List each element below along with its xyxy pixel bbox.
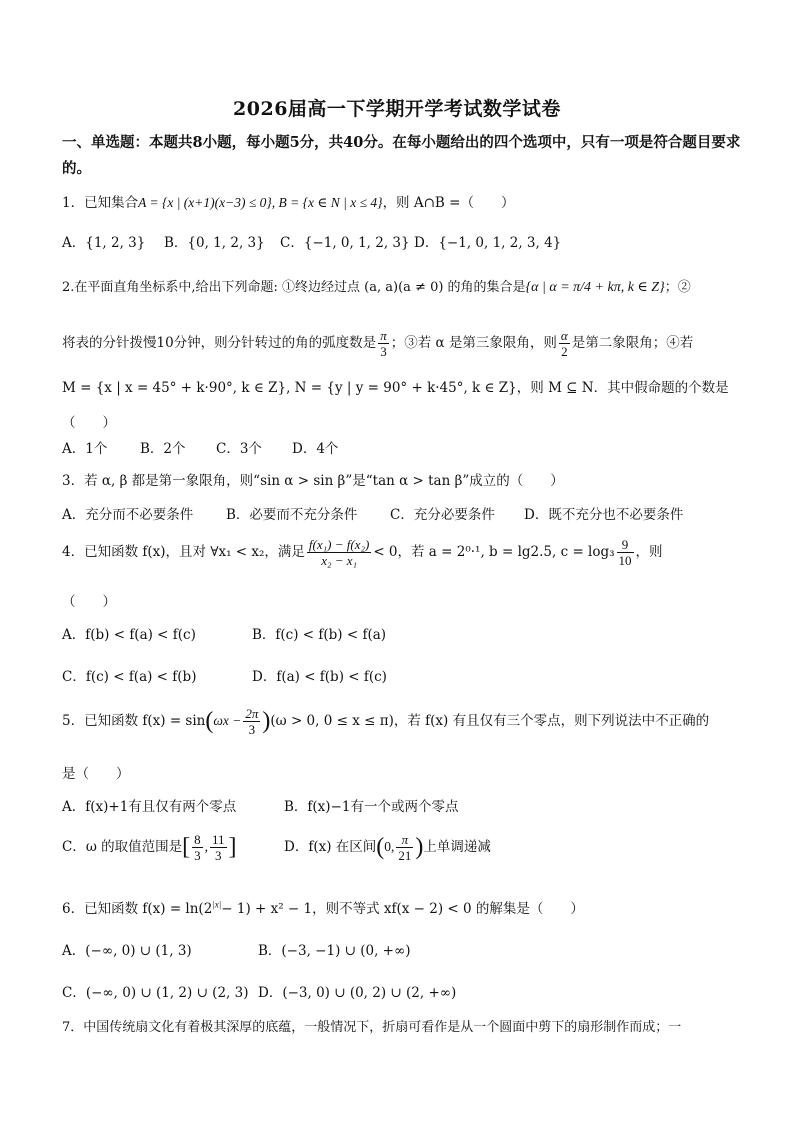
q4-text-b: < 0，若 a = 2⁰·¹, b = lg2.5, c = log₃ <box>373 544 615 560</box>
q4-fraction-9-10: $\frac{9}{10}$ <box>618 537 632 568</box>
q5-option-c: C．ω 的取值范围是[ $\frac{8}{3}$ , $\frac{11}{3}$ ] <box>62 832 237 863</box>
question-2-line-3: M = {x | x = 45° + k·90°, k ∈ Z}, N = {y | y = 90° + k·45°, k ∈ Z}，则 M ⊆ N．其中假命题的个数是 <box>62 380 729 396</box>
q1-suffix: ，则 A∩B =（ ） <box>382 195 515 211</box>
q2-option-c: C．3个 <box>216 441 262 457</box>
question-4-blank: （ ） <box>62 594 116 610</box>
q2-fraction-pi-3: $\frac{\pi}{3}$ <box>380 328 387 359</box>
q5-text-a: 5．已知函数 f(x) = sin <box>62 713 206 729</box>
q6-option-c: C．(−∞, 0) ∪ (1, 2) ∪ (2, 3) <box>62 985 249 1001</box>
question-6-stem: 6．已知函数 $f(x) = \ln(2^{|x|}- 1) + x^2 - 1$，则不等式 xf(x − 2) < 0 的解集是（ ） <box>62 899 584 917</box>
q4-option-a: A．f(b) < f(a) < f(c) <box>62 627 196 643</box>
q6-option-d: D．(−3, 0) ∪ (0, 2) ∪ (2, +∞) <box>258 985 457 1001</box>
page-title: 2026届高一下学期开学考试数学试卷 <box>233 98 561 120</box>
q1-option-a: A．{1, 2, 3} <box>62 235 146 251</box>
q2-option-d: D．4个 <box>292 441 339 457</box>
q4-option-b: B．f(c) < f(b) < f(a) <box>252 627 387 643</box>
q5-fraction-pi-21: $\frac{\pi}{21}$ <box>398 832 412 863</box>
question-5-line-2: 是（ ） <box>62 766 130 782</box>
q3-option-d: D．既不充分也不必要条件 <box>524 507 684 523</box>
question-1-stem <box>62 191 762 211</box>
q4-option-c: C．f(c) < f(a) < f(b) <box>62 669 197 685</box>
q6-option-b: B．(−3, −1) ∪ (0, +∞) <box>258 943 411 959</box>
q5-option-a: A．f(x)+1有且仅有两个零点 <box>62 799 237 815</box>
q2-line2-text: 将表的分针拨慢10分钟，则分针转过的角的弧度数是 <box>62 335 377 351</box>
question-2-blank: （ ） <box>62 415 116 431</box>
q5-inner: ωx − <box>213 713 242 728</box>
q2-line1-text: 2.在平面直角坐标系中,给出下列命题: ①终边经过点 (a, a)(a ≠ 0) 的角的集合是 <box>62 280 526 295</box>
question-2-line-1 <box>62 276 762 296</box>
q3-option-b: B．必要而不充分条件 <box>226 507 358 523</box>
question-4-stem <box>62 537 762 568</box>
q1-option-c: C．{−1, 0, 1, 2, 3} <box>280 235 410 251</box>
q2-line2-end: 是第二象限角；④若 <box>571 335 694 351</box>
q3-option-a: A．充分而不必要条件 <box>62 507 194 523</box>
q2-angle-set: {α | α = π/4 + kπ, k ∈ Z} <box>525 280 665 295</box>
q1-sets: A = {x | (x+1)(x−3) ≤ 0}, B = {x ∈ N | x ≤ 4} <box>138 195 383 210</box>
question-5-stem: 5．已知函数 f(x) = sin(ωx − $\frac{2\pi}{3}$ )(ω > 0, 0 ≤ x ≤ π)，若 f(x) 有且仅有三个零点，则下列说法中不正确的 <box>62 706 710 737</box>
q5-fraction-11-3: $\frac{11}{3}$ <box>212 832 225 863</box>
q6-option-a: A．(−∞, 0) ∪ (1, 3) <box>62 943 192 959</box>
q4-difference-quotient: $\frac{\text{f(x₁) − f(x₂)}}{\text{x₂ − x₁}}$ <box>308 537 370 568</box>
q4-text-c: ，则 <box>635 544 663 560</box>
question-3-stem: 3．若 α, β 都是第一象限角，则“sin α > sin β”是“tan α > tan β”成立的（ ） <box>62 473 564 489</box>
q4-text-a: 4．已知函数 f(x)，且对 ∀x₁ < x₂，满足 <box>62 544 305 560</box>
question-7-stem: 7．中国传统扇文化有着极其深厚的底蕴，一般情况下，折扇可看作是从一个圆面中剪下的扇形制作而成；一 <box>62 1020 682 1035</box>
section-heading: 一、单选题：本题共8小题，每小题5分，共40分。在每小题给出的四个选项中，只有一项是符合题目要求的。 <box>62 134 741 177</box>
q5-text-b: (ω > 0, 0 ≤ x ≤ π)，若 f(x) 有且仅有三个零点，则下列说法中不正确的 <box>270 713 710 729</box>
q5-fraction-8-3: $\frac{8}{3}$ <box>194 832 201 863</box>
q2-option-b: B．2个 <box>140 441 186 457</box>
q2-line2-mid: ；③若 α 是第三象限角，则 <box>390 335 557 351</box>
question-2-line-2 <box>62 328 762 359</box>
q3-option-c: C．充分必要条件 <box>390 507 495 523</box>
q5-fraction-2pi-3: $\frac{2\pi}{3}$ <box>245 706 259 737</box>
q5-option-d: D．f(x) 在区间(0, $\frac{\pi}{21}$ )上单调递减 <box>284 832 491 863</box>
q5-option-b: B．f(x)−1有一个或两个零点 <box>284 799 459 815</box>
q1-option-b: B．{0, 1, 2, 3} <box>164 235 265 251</box>
q1-option-d: D．{−1, 0, 1, 2, 3, 4} <box>414 235 562 251</box>
q2-option-a: A．1个 <box>62 441 108 457</box>
q4-option-d: D．f(a) < f(b) < f(c) <box>252 669 387 685</box>
q2-line1-end: ；② <box>664 280 691 295</box>
q1-prefix: 1．已知集合 <box>62 195 139 211</box>
q2-fraction-alpha-2: $\frac{\alpha}{2}$ <box>560 328 568 359</box>
